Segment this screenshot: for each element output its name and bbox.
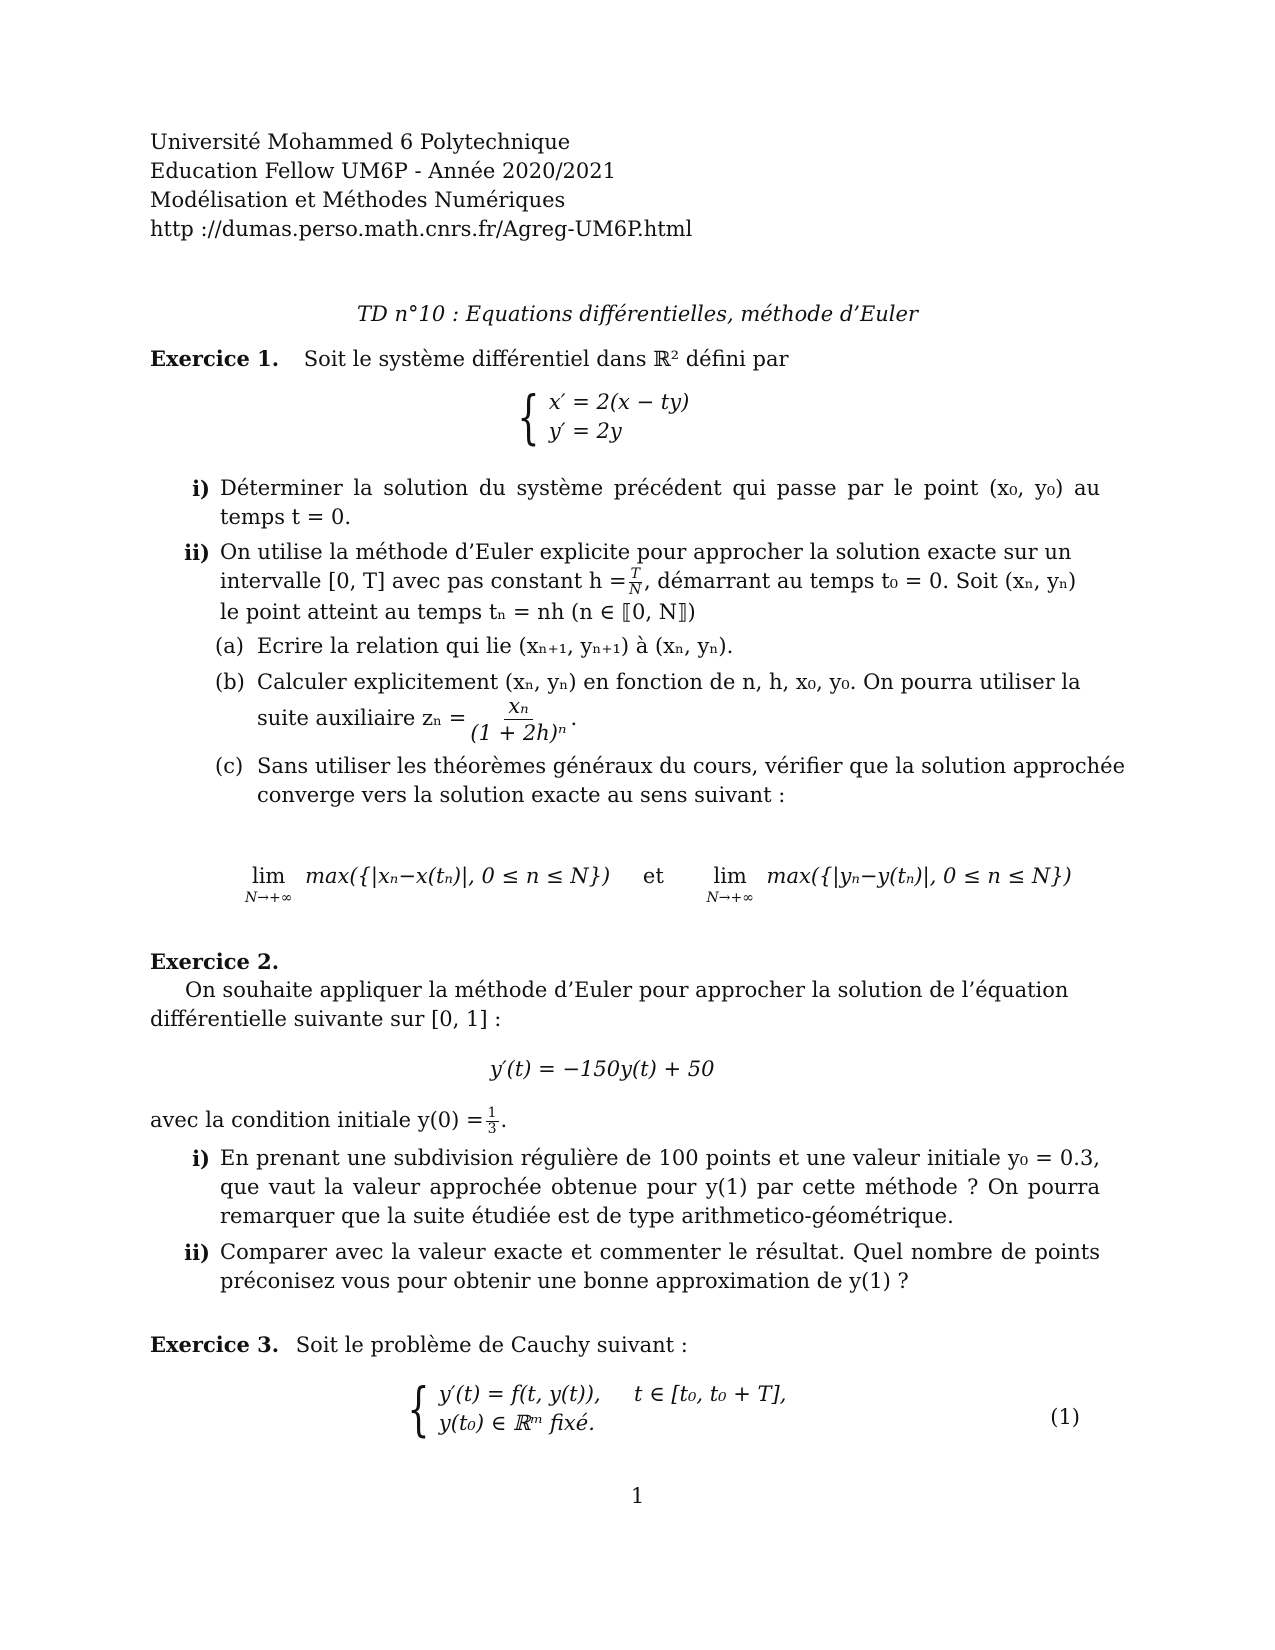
fraction-one-third [486,1106,499,1137]
sub-text: Ecrire la relation qui lie (xₙ₊₁, yₙ₊₁) à (xₙ, yₙ). [257,634,734,658]
lim-word: lim [252,864,286,888]
exercise-3-system [400,1375,787,1443]
system-equation-2: y′ = 2y [548,419,622,443]
exercise-3-intro [150,1330,688,1360]
fraction-zn [470,693,566,746]
page-number: 1 [630,1484,645,1508]
sub-label: (a) [215,634,244,658]
sub-text-part: . [570,706,578,730]
exercise-2-equation: y′(t) = −150y(t) + 50 [490,1057,715,1081]
item-text-line-1: On utilise la méthode d’Euler explicite pour approcher la solution exacte sur un [220,540,1072,564]
header-url: http ://dumas.perso.math.cnrs.fr/Agreg-UM6P.html [150,217,693,241]
exercise-2-intro [150,976,1100,1034]
fraction-numerator: xₙ [504,693,532,720]
sub-text-line-1: Sans utiliser les théorèmes généraux du cours, vérifier que la solution approchée [257,754,1126,778]
exercise-2-intro-line-2: différentielle suivante sur [0, 1] : [150,1007,502,1031]
fraction-denominator: 3 [487,1121,497,1137]
fraction-denominator: N [629,582,642,598]
sub-text-line-1: Calculer explicitement (xₙ, yₙ) en fonction de n, h, x₀, y₀. On pourra utiliser la [257,670,1081,694]
item-label: i) [192,476,210,501]
sub-text-line-2 [257,693,1100,746]
limit-connector: et [642,864,664,888]
exercise-3-text: Soit le problème de Cauchy suivant : [295,1333,688,1357]
condition-text: avec la condition initiale y(0) = [150,1108,484,1132]
equation-number: (1) [1050,1405,1080,1429]
limit-expression-2: max({|yₙ−y(tₙ)|, 0 ≤ n ≤ N}) [766,864,1072,888]
exercise-3-heading: Exercice 3. [150,1332,280,1357]
item-text-part: , démarrant au temps t₀ = 0. Soit (xₙ, yₙ) [643,569,1077,593]
exercise-2-condition [150,1106,507,1137]
item-text: Comparer avec la valeur exacte et commenter le résultat. Quel nombre de points préconisez vous pour obtenir une bonne approximation de y(1) ? [220,1240,1100,1293]
lim-subscript: N→+∞ [245,890,293,906]
item-label: i) [192,1146,210,1171]
exercise-1-text: Soit le système différentiel dans ℝ² défini par [303,347,789,371]
exercise-1-intro [150,344,789,374]
sub-label: (b) [215,670,245,694]
lim-subscript: N→+∞ [706,890,754,906]
left-brace: { [517,383,540,451]
fraction-numerator: 1 [487,1105,497,1121]
sub-text-part: suite auxiliaire zₙ = [257,706,467,730]
exercise-2-intro-line-1: On souhaite appliquer la méthode d’Euler pour approcher la solution de l’équation [185,978,1069,1002]
document-header [150,128,692,244]
item-text-part: intervalle [0, T] avec pas constant h = [220,569,627,593]
limit-expression-1: max({|xₙ−x(tₙ)|, 0 ≤ n ≤ N}) [305,864,611,888]
system-equation-1: x′ = 2(x − ty) [548,390,690,414]
header-university: Université Mohammed 6 Polytechnique [150,130,571,154]
condition-end: . [500,1108,508,1132]
item-text-line-3: le point atteint au temps tₙ = nh (n ∈ ⟦0, N⟧) [220,600,696,624]
limit-operator-2 [706,862,753,905]
page-title: TD n°10 : Equations différentielles, méthode d’Euler [357,302,918,326]
exercise-1-system [510,383,690,451]
item-text-line-2 [220,567,1100,598]
limit-operator-1 [245,862,292,905]
item-label: ii) [184,540,210,565]
fraction-denominator: (1 + 2h)ⁿ [470,721,567,745]
exercise-2-heading: Exercice 2. [150,949,280,974]
lim-word: lim [713,864,747,888]
left-brace: { [407,1375,430,1443]
item-text: Déterminer la solution du système précédent qui passe par le point (x₀, y₀) au temps t = 0. [220,476,1100,529]
sub-text-line-2: converge vers la solution exacte au sens suivant : [257,783,786,807]
header-program: Education Fellow UM6P - Année 2020/2021 [150,159,616,183]
fraction-numerator: T [630,566,640,582]
limits-display [245,862,1072,905]
cauchy-equation-1: y′(t) = f(t, y(t)), t ∈ [t₀, t₀ + T], [438,1382,787,1406]
item-label: ii) [184,1240,210,1265]
item-text: En prenant une subdivision régulière de 100 points et une valeur initiale y₀ = 0.3, que vaut la valeur approchée obtenue pour y(1) par cette méthode ? On pourra remarquer que la suite étudiée est de type arithmetico-géométrique. [220,1146,1100,1228]
sub-label: (c) [215,754,244,778]
cauchy-equation-2: y(t₀) ∈ ℝᵐ fixé. [438,1411,595,1435]
exercise-1-heading: Exercice 1. [150,346,280,371]
fraction-T-over-N [629,567,642,598]
header-course: Modélisation et Méthodes Numériques [150,188,566,212]
